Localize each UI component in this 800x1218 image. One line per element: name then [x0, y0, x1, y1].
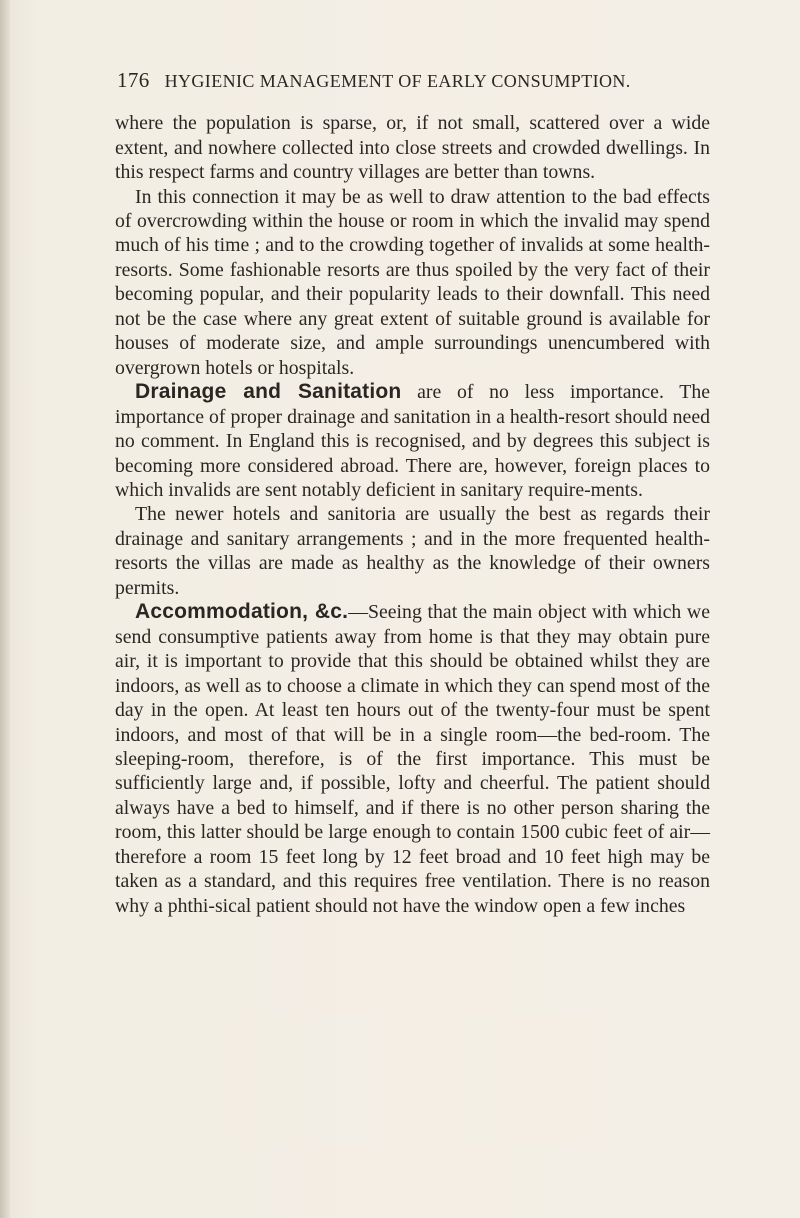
- paragraph-text: The newer hotels and sanitoria are usually the best as regards their drainage and sanitary arrangements ; and in the more frequented health-resorts the villas are made as healthy as the knowledge of their owners permits.: [115, 503, 710, 599]
- paragraph-text: are of no less importance. The importance of proper drainage and sanitation in a health-resort should need no comment. In England this is recognised, and by degrees this subject is becoming more considered abroad. There are, however, foreign places to which invalids are sent notably deficient in sanitary require-ments.: [115, 381, 710, 501]
- paragraph-text: In this connection it may be as well to draw attention to the bad effects of overcrowding within the house or room in which the invalid may spend much of his time ; and to the crowding together of invalids at some health-resorts. Some fashionable resorts are thus spoiled by the very fact of their becoming popular, and their popularity leads to their downfall. This need not be the case where any great extent of suitable ground is available for houses of moderate size, and ample surroundings unencumbered with overgrown hotels or hospitals.: [115, 185, 710, 379]
- paragraph-1: [115, 111, 710, 184]
- paragraph-4: [115, 502, 710, 600]
- running-head: [117, 68, 710, 93]
- paragraph-3: [115, 380, 710, 502]
- body-text: [115, 111, 710, 918]
- paragraph-text: where the population is sparse, or, if not small, scattered over a wide extent, and nowhere collected into close streets and crowded dwellings. In this respect farms and country villages are better than towns.: [115, 112, 710, 184]
- paragraph-5: [115, 600, 710, 918]
- paragraph-2: [115, 185, 710, 381]
- page-gutter: [0, 0, 10, 1218]
- section-heading-drainage: Drainage and Sanitation: [135, 380, 402, 404]
- page-number: 176: [117, 68, 150, 92]
- section-heading-accommodation: Accommodation, &c.: [135, 600, 349, 624]
- text-block: [115, 68, 710, 918]
- running-title: HYGIENIC MANAGEMENT OF EARLY CONSUMPTION.: [164, 71, 631, 91]
- paragraph-text: —Seeing that the main object with which we send consumptive patients away from home is that they may obtain pure air, it is important to provide that this should be obtained whilst they are indoors, as well as to choose a climate in which they can spend most of the day in the open. At least ten hours out of the twenty-four must be spent indoors, and most of that will be in a single room—the bed-room. The sleeping-room, therefore, is of the first importance. This must be sufficiently large and, if possible, lofty and cheerful. The patient should always have a bed to himself, and if there is no other person sharing the room, this latter should be large enough to contain 1500 cubic feet of air—therefore a room 15 feet long by 12 feet broad and 10 feet high may be taken as a standard, and this requires free ventilation. There is no reason why a phthi-sical patient should not have the window open a few inches: [115, 601, 710, 917]
